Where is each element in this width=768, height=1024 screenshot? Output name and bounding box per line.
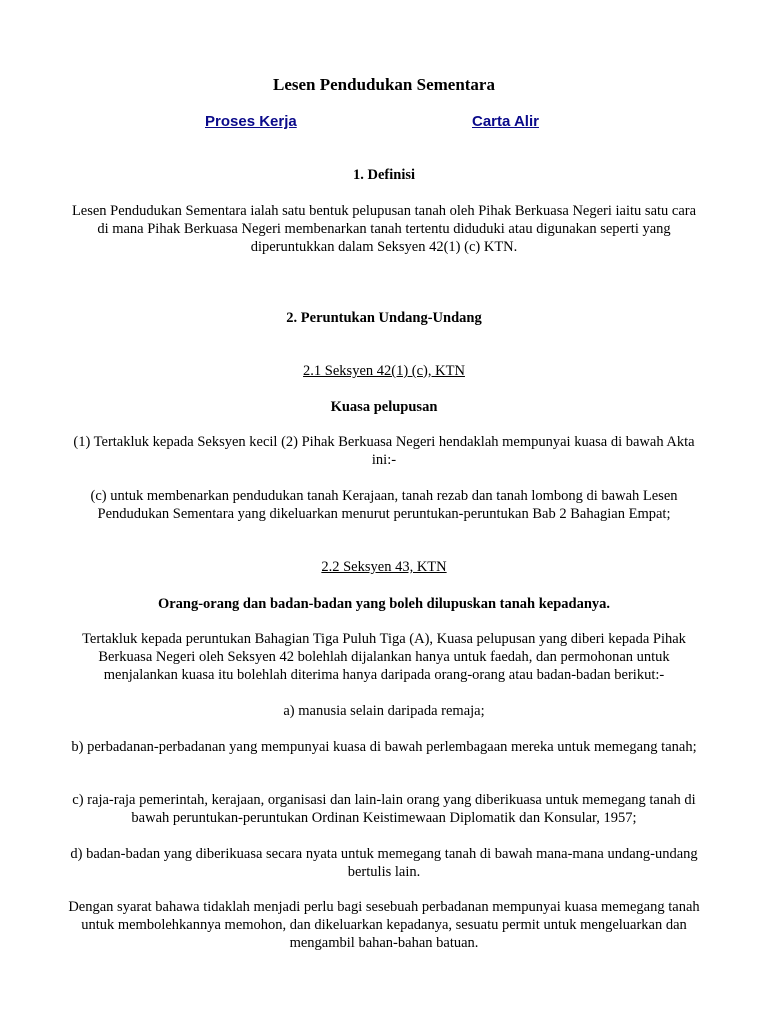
kuasa-pelupusan-subheading: Kuasa pelupusan [330, 399, 438, 415]
seksyen-42-paragraph-1: (1) Tertakluk kepada Seksyen kecil (2) Pihak Berkuasa Negeri hendaklah mempunyai kuasa di bawah Akta ini:- [73, 434, 695, 468]
seksyen-43-intro: Tertakluk kepada peruntukan Bahagian Tiga Puluh Tiga (A), Kuasa pelupusan yang diberi kepada Pihak Berkuasa Negeri oleh Seksyen 42 bolehlah dijalankan hanya untuk faedah, dan permohonan untuk menjalankan kuasa itu bolehlah diterima hanya daripada orang-orang atau badan-badan berikut:- [82, 631, 686, 683]
list-item-b: b) perbadanan-perbadanan yang mempunyai kuasa di bawah perlembagaan mereka untuk memegang tanah; [71, 739, 697, 755]
seksyen-42-link[interactable]: 2.1 Seksyen 42(1) (c), KTN [303, 363, 465, 379]
definisi-paragraph: Lesen Pendudukan Sementara ialah satu bentuk pelupusan tanah oleh Pihak Berkuasa Negeri iaitu satu cara di mana Pihak Berkuasa Negeri membenarkan tanah tertentu diduduki atau digunakan seperti yang diperuntukkan dalam Seksyen 42(1) (c) KTN. [71, 203, 697, 255]
seksyen-42-paragraph-2: (c) untuk membenarkan pendudukan tanah Kerajaan, tanah rezab dan tanah lombong di bawah Lesen Pendudukan Sementara yang dikeluarkan menurut peruntukan-peruntukan Bab 2 Bahagian Empat; [90, 488, 678, 522]
proses-kerja-link[interactable]: Proses Kerja [205, 113, 297, 130]
page-title: Lesen Pendudukan Sementara [273, 75, 495, 94]
carta-alir-link[interactable]: Carta Alir [472, 113, 539, 130]
list-item-c: c) raja-raja pemerintah, kerajaan, organisasi dan lain-lain orang yang diberikuasa untuk memegang tanah di bawah peruntukan-peruntukan Ordinan Keistimewaan Diplomatik dan Konsular, 1957; [72, 792, 696, 826]
definisi-heading: 1. Definisi [352, 167, 416, 183]
peruntukan-heading: 2. Peruntukan Undang-Undang [286, 310, 482, 326]
list-item-a: a) manusia selain daripada remaja; [283, 703, 485, 719]
seksyen-43-link[interactable]: 2.2 Seksyen 43, KTN [321, 559, 447, 575]
seksyen-43-subheading: Orang-orang dan badan-badan yang boleh dilupuskan tanah kepadanya. [157, 596, 611, 612]
proviso-paragraph: Dengan syarat bahawa tidaklah menjadi perlu bagi sesebuah perbadanan mempunyai kuasa memegang tanah untuk membolehkannya memohon, dan dikeluarkan kepadanya, sesuatu permit untuk mengeluarkan dan mengambil bahan-bahan batuan. [68, 899, 700, 951]
list-item-d: d) badan-badan yang diberikuasa secara nyata untuk memegang tanah di bawah mana-mana undang-undang bertulis lain. [70, 846, 698, 880]
